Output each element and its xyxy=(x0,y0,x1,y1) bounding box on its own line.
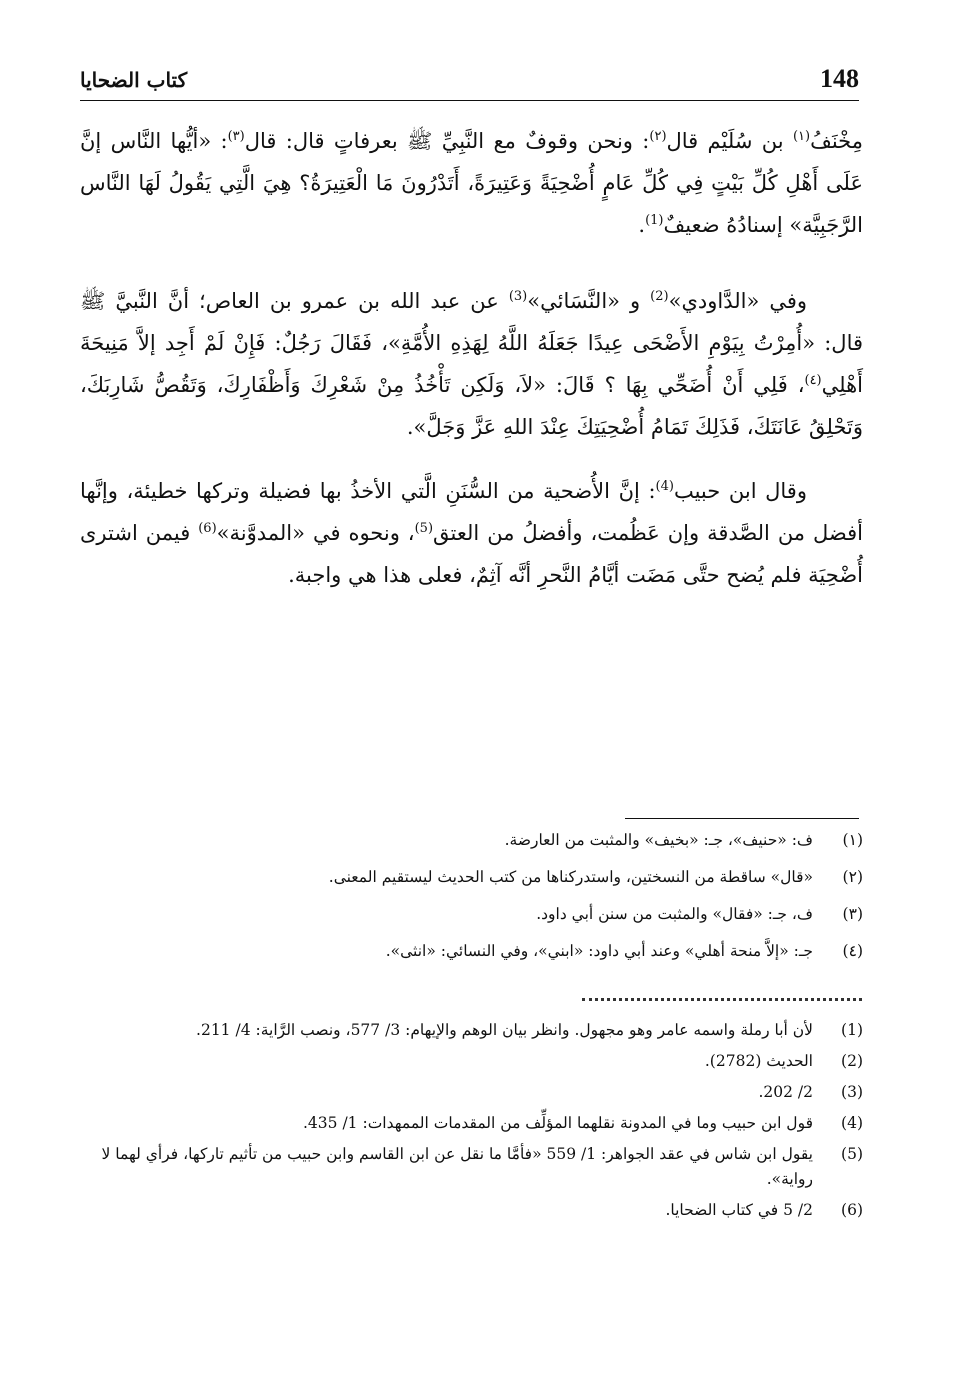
footnote-item xyxy=(80,828,863,853)
footnote-ref: (٣) xyxy=(227,129,245,144)
text-run: : «أيُّها النَّاس إنَّ عَلَى أَهْلِ كُلِّ بَيْتٍ فِي كُلِّ عَامٍ أُضْحِيَةً وَعَتِيرَةً، أَتَدْرُونَ مَا الْعَتِيرَةُ؟ هِيَ الَّتِي يَقُولُ لَهَا النَّاس الرَّجَبِيَّة» إسنادُهُ ضعيفٌ xyxy=(80,129,863,237)
footnote-number: (5) xyxy=(841,1145,863,1163)
footnote-ref: (6) xyxy=(198,521,217,536)
text-run: وقال ابن حبيب xyxy=(673,479,807,503)
footnote-number: (٢) xyxy=(842,868,863,886)
footnote-text: ف: «حنيف»، جـ: «بخيف» والمثبت من العارضة. xyxy=(504,831,813,849)
footnote-number: (٤) xyxy=(842,942,863,960)
footnote-text: ف، جـ: «فقال» والمثبت من سنن أبي داود. xyxy=(536,905,813,923)
text-run: ، ونحوه في «المدوَّنة» xyxy=(216,521,415,545)
footnote-number: (٣) xyxy=(842,905,863,923)
footnote-item xyxy=(80,1018,863,1043)
text-run: : ونحن وقوفٌ مع النَّبِيِّ ﷺ بعرفاتٍ قال: قال xyxy=(244,129,650,153)
footnote-text: 2/ 202. xyxy=(758,1083,813,1101)
text-run: و «النَّسَائي» xyxy=(527,289,651,313)
footnote-item xyxy=(80,1111,863,1136)
footnote-text: الحديث (2782). xyxy=(704,1052,813,1070)
footnote-number: (2) xyxy=(841,1052,863,1070)
footnote-item xyxy=(80,1080,863,1105)
footnote-ref: (4) xyxy=(655,479,674,494)
footnote-ref: (٢) xyxy=(649,129,667,144)
footnote-text: قول ابن حبيب وما في المدونة نقلهما المؤلِّف من المقدمات الممهدات: 1/ 435. xyxy=(302,1114,813,1132)
footnote-text: يقول ابن شاس في عقد الجواهر: 1/ 559 «فأمَّا ما نقل عن ابن القاسم وابن حبيب من تأثيم تاركها، فرأي لهما لا رواية». xyxy=(101,1145,813,1188)
footnote-number: (4) xyxy=(841,1114,863,1132)
footnote-ref: (3) xyxy=(508,289,528,304)
footnote-ref: (2) xyxy=(650,289,669,304)
page-number: 148 xyxy=(820,64,859,93)
footnote-text: لأن أبا رملة واسمه عامر وهو مجهول. وانظر بيان الوهم والإيهام: 3/ 577، ونصب الرَّاية: 4/ 211. xyxy=(196,1021,813,1039)
footnote-text: جـ: «إلاَّ منحة أهلي» وعند أبي داود: «ابني»، وفي النسائي: «انثى». xyxy=(385,942,813,960)
footnote-ref: (١) xyxy=(792,129,811,144)
footnote-item xyxy=(80,939,863,964)
footnote-ref: (5) xyxy=(414,521,434,536)
paragraph-2 xyxy=(80,280,863,448)
dotted-separator xyxy=(582,998,862,1001)
footnote-number: (6) xyxy=(841,1201,863,1219)
footnote-number: (3) xyxy=(841,1083,863,1101)
footnote-separator xyxy=(625,818,859,819)
text-run: مِخْنَفُ xyxy=(810,129,863,153)
editor-footnotes xyxy=(80,1018,863,1229)
text-run: وفي «الدَّاودي» xyxy=(668,289,807,313)
paragraph-3 xyxy=(80,470,863,596)
main-text xyxy=(80,120,863,596)
footnote-ref: (1) xyxy=(645,213,664,228)
footnote-ref: (٤) xyxy=(804,373,822,388)
footnote-text: «قال» ساقطة من النسختين، واستدركناها من كتب الحديث ليستقيم المعنى. xyxy=(328,868,813,886)
footnote-item xyxy=(80,1198,863,1223)
text-run: ، فَلِي أَنْ أُضَحِّي بِهَا ؟ قَالَ: «لاَ، وَلَكِن تَأْخُذُ مِنْ شَعْرِكَ وَأَظْفَارِكَ، وَتَقُصُّ شَارِبَكَ، وَتَحْلِقُ عَانَتَكَ، فَذَلِكَ تَمَامُ أُضْحِيَتِكَ عِنْدَ اللهِ عَزَّ وَجَلَّ». xyxy=(80,373,863,439)
footnote-item xyxy=(80,902,863,927)
text-run: فيمن اشترى أُضْحِيَة فلم يُضح حتَّى مَضَت أيَّامُ النَّحرِ أنَّه آثِمٌ، فعلى هذا هي واجبة. xyxy=(80,521,863,587)
footnote-item xyxy=(80,865,863,890)
text-run: : إنَّ الأُضحية من السُّنَنِ الَّتي الأخذُ بها فضيلة وتركها خطيئة، وإنَّها أفضل من الصَّدقة وإن عَظُمت، وأفضلُ من العتق xyxy=(80,479,864,545)
footnote-text: 2/ 5 في كتاب الضحايا. xyxy=(665,1201,813,1219)
running-title: كتاب الضحايا xyxy=(80,68,188,92)
text-run: بن سُلَيْم قال xyxy=(666,129,793,153)
page-header xyxy=(80,62,859,101)
footnote-item xyxy=(80,1142,863,1192)
text-run: . xyxy=(638,213,646,237)
text-run: عن عبد الله بن عمرو بن العاص؛ أنَّ النَّبيَّ ﷺ قال: «أُمِرْتُ بِيَوْمِ الأَضْحَى عِيدًا جَعَلَهُ اللَّهُ لِهَذِهِ الأُمَّةِ»، فَقَالَ رَجُلٌ: فَإِنْ لَمْ أَجِد إلاَّ مَنِيحَةَ أَهْلِي xyxy=(80,289,863,397)
footnote-item xyxy=(80,1049,863,1074)
paragraph-1 xyxy=(80,120,863,246)
footnote-number: (١) xyxy=(842,831,863,849)
footnote-number: (1) xyxy=(841,1021,863,1039)
manuscript-footnotes xyxy=(80,828,863,976)
